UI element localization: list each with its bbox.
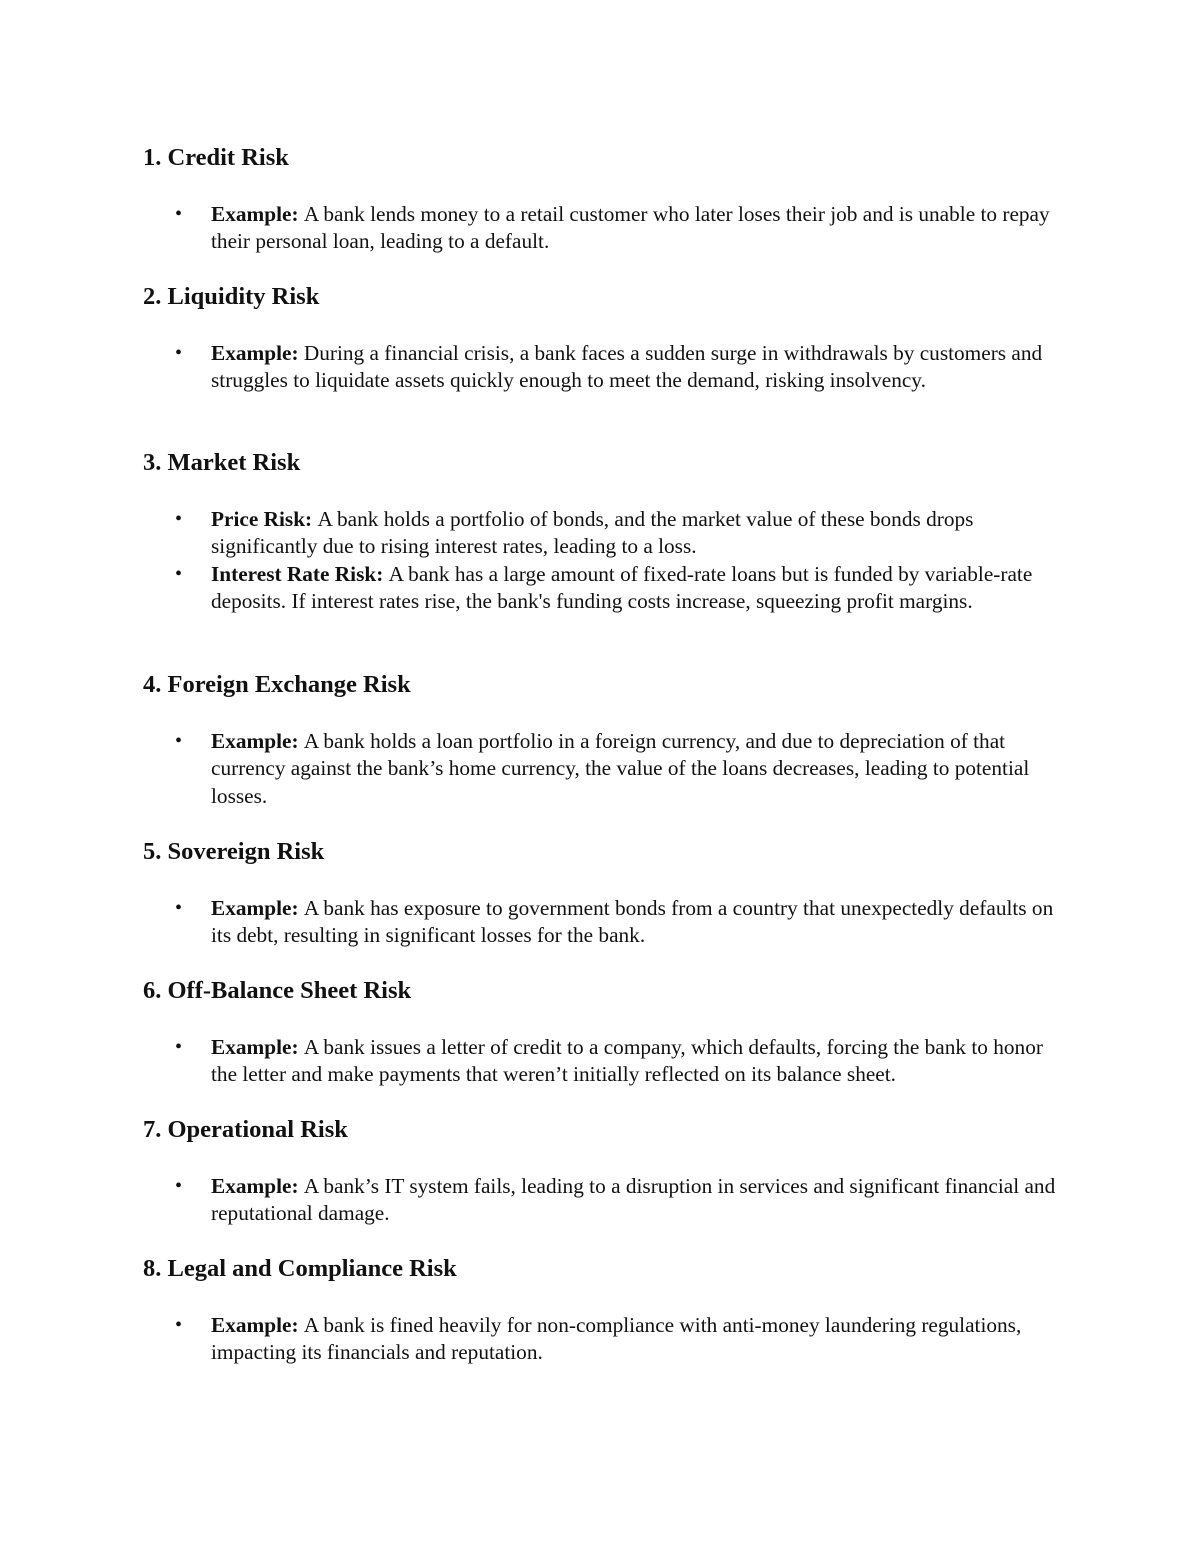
bullet-list	[143, 1034, 1063, 1089]
section-liquidity-risk	[143, 283, 1063, 393]
list-item	[143, 1312, 1063, 1367]
list-item	[143, 1034, 1063, 1089]
item-text: A bank has exposure to government bonds from a country that unexpectedly defaults on its debt, resulting in significant losses for the bank.	[211, 896, 1054, 948]
bullet-list	[143, 1173, 1063, 1228]
bullet-icon: •	[175, 897, 183, 919]
section-heading: 6. Off-Balance Sheet Risk	[143, 977, 412, 1004]
list-item	[143, 1173, 1063, 1228]
section-heading: 5. Sovereign Risk	[143, 838, 325, 865]
section-operational-risk	[143, 1116, 1063, 1226]
item-label: Price Risk:	[211, 507, 318, 531]
section-heading: 4. Foreign Exchange Risk	[143, 671, 411, 698]
list-item	[143, 506, 1063, 561]
list-item	[143, 895, 1063, 950]
bullet-icon: •	[175, 1175, 183, 1197]
item-label: Example:	[211, 1313, 304, 1337]
item-label: Interest Rate Risk:	[211, 561, 389, 586]
section-foreign-exchange-risk	[143, 671, 1063, 808]
section-legal-and-compliance-risk	[143, 1255, 1063, 1365]
list-item	[143, 728, 1063, 810]
bullet-list	[143, 1312, 1063, 1367]
section-heading: 3. Market Risk	[143, 449, 301, 476]
item-label: Example:	[211, 1035, 304, 1059]
section-market-risk	[143, 449, 1063, 613]
item-text: A bank is fined heavily for non-compliance with anti-money laundering regulations, impacting its financials and reputation.	[211, 1313, 1022, 1365]
bullet-list	[143, 340, 1063, 395]
item-text: A bank issues a letter of credit to a company, which defaults, forcing the bank to honor the letter and make payments that weren’t initially reflected on its balance sheet.	[211, 1035, 1043, 1087]
bullet-list	[143, 895, 1063, 950]
list-item	[143, 201, 1063, 256]
item-label: Example:	[211, 729, 304, 753]
item-label: Example:	[211, 1174, 304, 1198]
item-label: Example:	[211, 896, 304, 920]
section-credit-risk	[143, 144, 1063, 254]
bullet-list	[143, 201, 1063, 256]
section-heading: 1. Credit Risk	[143, 144, 289, 171]
item-text: During a financial crisis, a bank faces a sudden surge in withdrawals by customers and struggles to liquidate assets quickly enough to meet the demand, risking insolvency.	[211, 341, 1043, 393]
bullet-icon: •	[175, 730, 183, 752]
bullet-list	[143, 728, 1063, 810]
section-sovereign-risk	[143, 838, 1063, 948]
item-text: A bank holds a loan portfolio in a foreign currency, and due to depreciation of that currency against the bank’s home currency, the value of the loans decreases, leading to potential losses.	[211, 729, 1030, 808]
bullet-list	[143, 506, 1063, 615]
bullet-icon: •	[175, 562, 183, 585]
item-text: A bank’s IT system fails, leading to a disruption in services and significant financial and reputational damage.	[211, 1174, 1056, 1226]
section-heading: 7. Operational Risk	[143, 1116, 348, 1143]
item-text: A bank lends money to a retail customer who later loses their job and is unable to repay their personal loan, leading to a default.	[211, 202, 1050, 254]
item-text: A bank has a large amount of fixed-rate loans but is funded by variable-rate deposits. If interest rates rise, the bank's funding costs increase, squeezing profit margins.	[211, 561, 1033, 613]
item-label: Example:	[211, 202, 304, 226]
item-text: A bank holds a portfolio of bonds, and the market value of these bonds drops significantly due to rising interest rates, leading to a loss.	[211, 507, 974, 559]
bullet-icon: •	[175, 508, 183, 530]
list-item	[143, 561, 1063, 616]
list-item	[143, 340, 1063, 395]
section-heading: 2. Liquidity Risk	[143, 283, 320, 310]
bullet-icon: •	[175, 1036, 183, 1058]
bullet-icon: •	[175, 1314, 183, 1336]
item-label: Example:	[211, 341, 304, 365]
section-off-balance-sheet-risk	[143, 977, 1063, 1087]
bullet-icon: •	[175, 342, 183, 364]
section-heading: 8. Legal and Compliance Risk	[143, 1255, 457, 1282]
bullet-icon: •	[175, 203, 183, 225]
